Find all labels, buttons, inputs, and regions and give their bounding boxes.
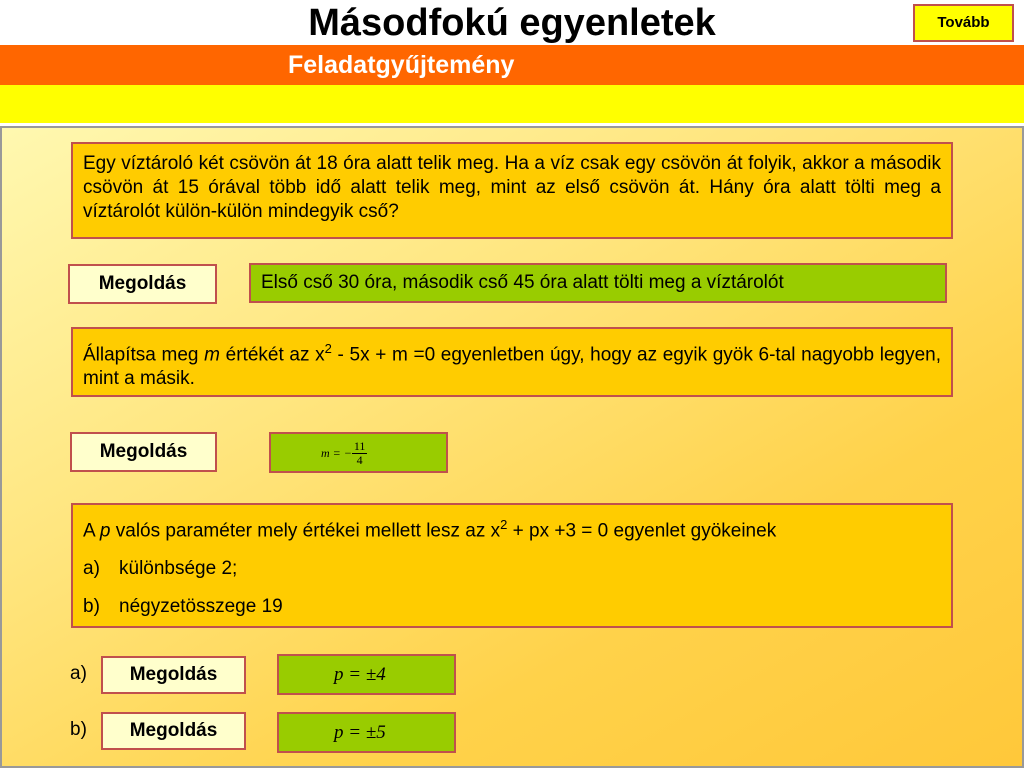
- task-1-answer: Első cső 30 óra, második cső 45 óra alatt tölti meg a víztárolót: [249, 263, 947, 303]
- list-marker: b): [83, 596, 100, 618]
- yellow-band: [0, 85, 1024, 123]
- task-3-exponent: 2: [500, 517, 508, 532]
- list-item-text: négyzetösszege 19: [119, 596, 283, 618]
- subtitle-band: [0, 45, 1024, 85]
- next-button[interactable]: Tovább: [913, 4, 1014, 42]
- task-3-text-start: A: [83, 520, 100, 542]
- sub-b-label: b): [70, 719, 87, 740]
- task-3-text-end: + px +3 = 0 egyenlet gyökeinek: [507, 520, 777, 542]
- task-2-answer: [269, 432, 448, 473]
- task-1-box: [71, 142, 953, 239]
- task-2-text-end: - 5x + m =0 egyenletben úgy, hogy az egyik gyök 6-tal nagyobb legyen, mint a másik.: [83, 344, 941, 390]
- task-2-solution-button[interactable]: Megoldás: [70, 432, 217, 472]
- page-title: Másodfokú egyenletek: [308, 2, 716, 44]
- task-3-item-b: [83, 595, 941, 619]
- task-3a-solution-button[interactable]: Megoldás: [101, 656, 246, 694]
- list-marker: a): [83, 558, 100, 580]
- task-1-text: Egy víztároló két csövön át 18 óra alatt telik meg. Ha a víz csak egy csövön át folyik, akkor a második csövön át 15 órával több idő alatt telik meg, mint az első csövön át. Hány óra alatt tölti meg a víztárolót külön-külön mindegyik cső?: [83, 153, 941, 222]
- task-3-box: [71, 503, 953, 628]
- task-3a-answer: p = ±4: [277, 654, 456, 695]
- task-3-item-a: [83, 557, 941, 581]
- task-3-text-mid: valós paraméter mely értékei mellett lesz az x: [110, 520, 501, 542]
- task-2-variable: m: [204, 344, 220, 366]
- task-3b-solution-button[interactable]: Megoldás: [101, 712, 246, 750]
- task-3-variable: p: [99, 520, 111, 542]
- task-2-text-start: Állapítsa meg: [83, 344, 205, 366]
- page-subtitle: Feladatgyűjtemény: [288, 51, 515, 79]
- task-2-exponent: 2: [324, 341, 332, 356]
- task-2-box: [71, 327, 953, 397]
- task-3b-answer: p = ±5: [277, 712, 456, 753]
- task-2-answer-lhs: m = −: [321, 446, 352, 460]
- fraction-numerator: 11: [353, 439, 366, 453]
- sub-a-label: a): [70, 663, 87, 684]
- task-1-solution-button[interactable]: Megoldás: [68, 264, 217, 304]
- task-2-text-mid: értékét az x: [219, 344, 325, 366]
- list-item-text: különbsége 2;: [119, 558, 238, 580]
- task-2-answer-fraction: [352, 440, 368, 467]
- fraction-denominator: 4: [356, 453, 363, 467]
